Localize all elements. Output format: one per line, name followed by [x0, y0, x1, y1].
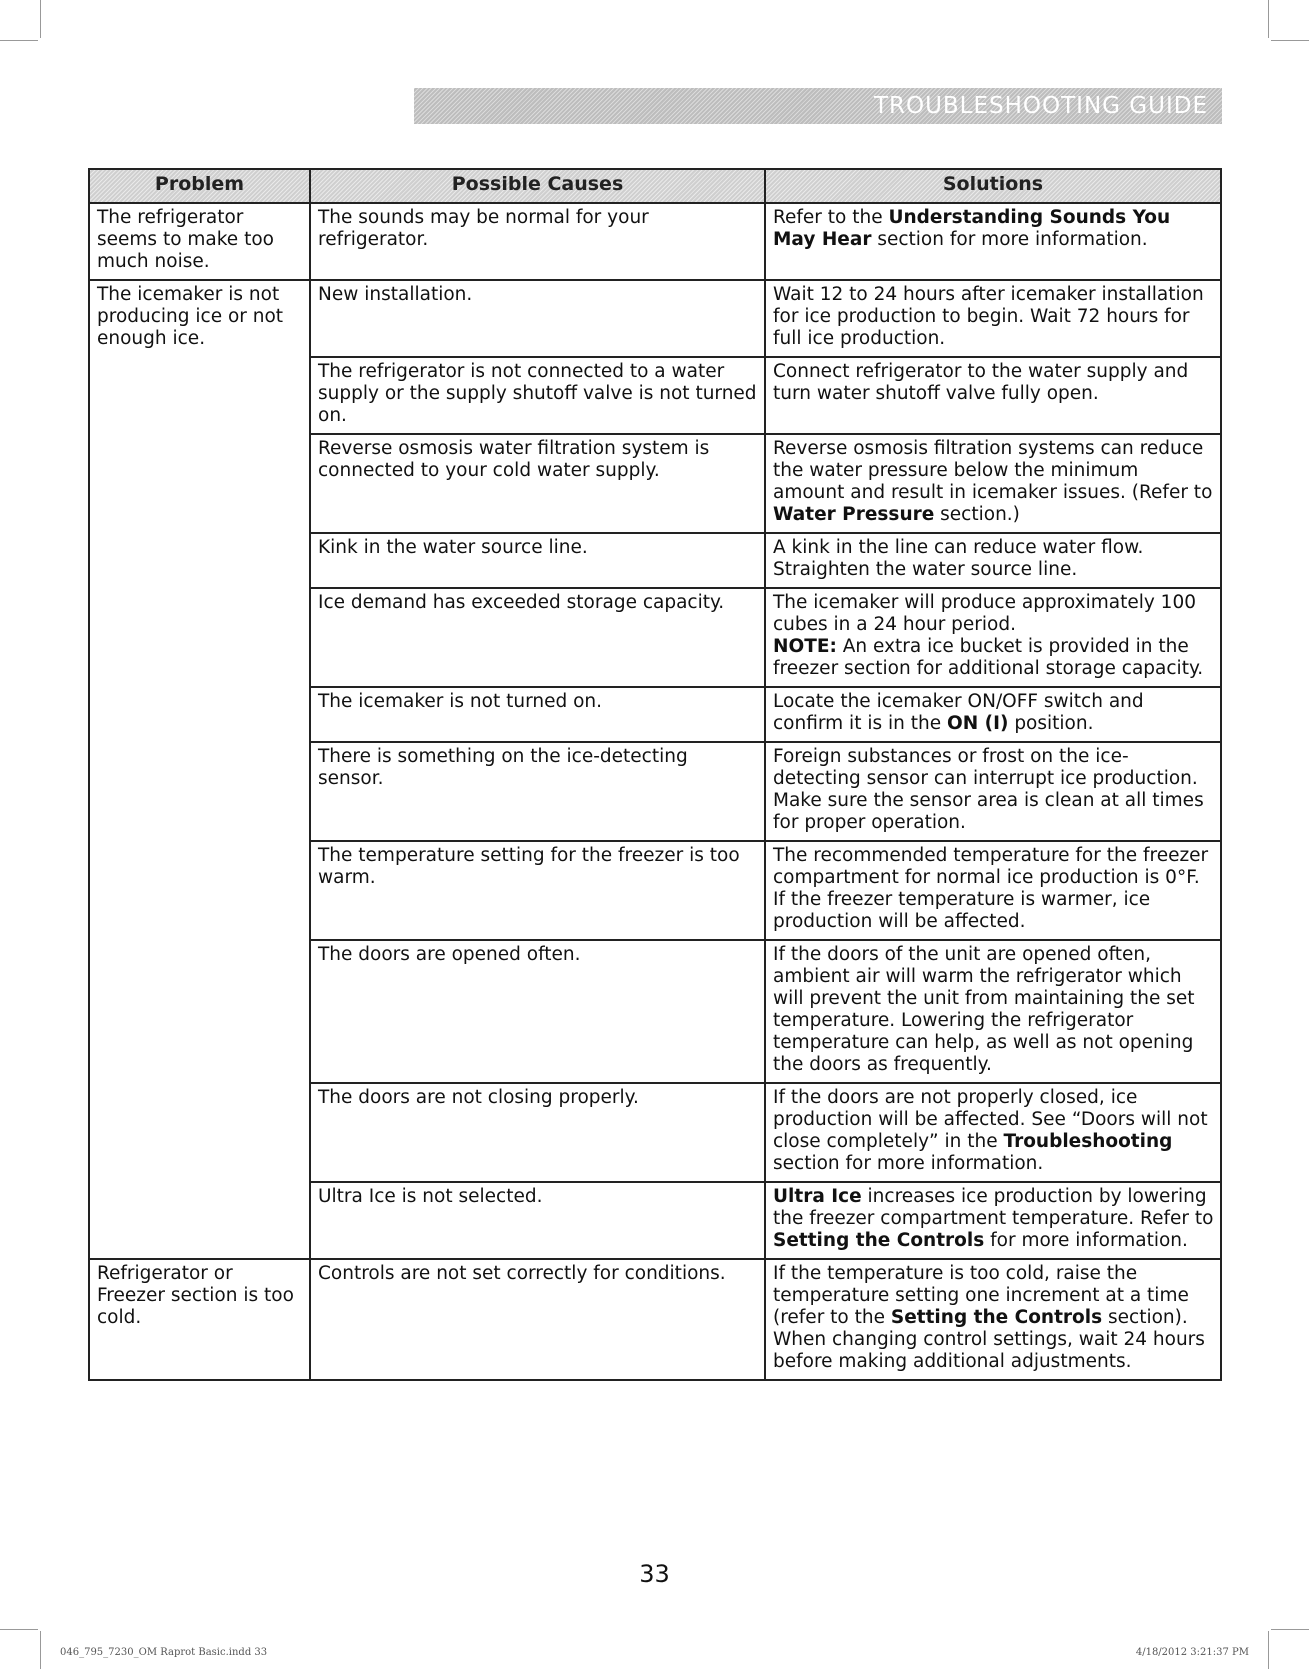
cause-cell: The icemaker is not turned on.: [310, 687, 765, 742]
problem-cell: The refrigerator seems to make too much noise.: [89, 203, 310, 280]
table-header-row: [89, 169, 1221, 203]
cause-cell: Ice demand has exceeded storage capacity.: [310, 588, 765, 687]
cause-cell: The temperature setting for the freezer is too warm.: [310, 841, 765, 940]
solution-cell: A kink in the line can reduce water flow. Straighten the water source line.: [765, 533, 1221, 588]
crop-mark: [1271, 1629, 1309, 1630]
solution-cell: Locate the icemaker ON/OFF switch and confirm it is in the ON (I) position.: [765, 687, 1221, 742]
crop-mark: [0, 1629, 38, 1630]
table-row: [89, 1259, 1221, 1380]
troubleshooting-table: [88, 168, 1222, 1381]
cause-cell: Ultra Ice is not selected.: [310, 1182, 765, 1259]
crop-mark: [0, 40, 38, 41]
table-row: [89, 280, 1221, 357]
solution-cell: The recommended temperature for the freezer compartment for normal ice production is 0°F. If the freezer temperature is warmer, ice production will be affected.: [765, 841, 1221, 940]
note-label: NOTE:: [773, 636, 837, 657]
problem-cell: The icemaker is not producing ice or not enough ice.: [89, 280, 310, 1259]
crop-mark: [1268, 0, 1269, 38]
solution-cell: Wait 12 to 24 hours after icemaker installation for ice production to begin. Wait 72 hours for full ice production.: [765, 280, 1221, 357]
cause-cell: New installation.: [310, 280, 765, 357]
solution-cell: If the temperature is too cold, raise the temperature setting one increment at a time (refer to the Setting the Controls section). When changing control settings, wait 24 hours before making additional adjustments.: [765, 1259, 1221, 1380]
solution-cell: The icemaker will produce approximately 100 cubes in a 24 hour period. NOTE: An extra ice bucket is provided in the freezer section for additional storage capacity.: [765, 588, 1221, 687]
crop-mark: [1268, 1631, 1269, 1669]
column-header-solutions: Solutions: [765, 169, 1221, 203]
cause-cell: Kink in the water source line.: [310, 533, 765, 588]
solution-cell: If the doors are not properly closed, ice production will be affected. See “Doors will not close completely” in the Troubleshooting section for more information.: [765, 1083, 1221, 1182]
section-title: TROUBLESHOOTING GUIDE: [873, 93, 1208, 119]
footer-file-info: 046_795_7230_OM Raprot Basic.indd 33: [60, 1647, 268, 1658]
crop-mark: [40, 1631, 41, 1669]
cause-cell: The sounds may be normal for your refrigerator.: [310, 203, 765, 280]
solution-cell: If the doors of the unit are opened often, ambient air will warm the refrigerator which will prevent the unit from maintaining the set temperature. Lowering the refrigerator temperature can help, as well as not opening the doors as frequently.: [765, 940, 1221, 1083]
page-number: 33: [639, 1560, 670, 1588]
cause-cell: The doors are not closing properly.: [310, 1083, 765, 1182]
solution-cell: Refer to the Understanding Sounds You May Hear section for more information.: [765, 203, 1221, 280]
cause-cell: Reverse osmosis water filtration system is connected to your cold water supply.: [310, 434, 765, 533]
table-row: [89, 203, 1221, 280]
solution-cell: Ultra Ice increases ice production by lowering the freezer compartment temperature. Refer to Setting the Controls for more information.: [765, 1182, 1221, 1259]
problem-cell: Refrigerator or Freezer section is too cold.: [89, 1259, 310, 1380]
section-banner: [414, 88, 1222, 124]
footer-timestamp: 4/18/2012 3:21:37 PM: [1135, 1647, 1249, 1658]
crop-mark: [40, 0, 41, 38]
cause-cell: The doors are opened often.: [310, 940, 765, 1083]
solution-cell: Connect refrigerator to the water supply and turn water shutoff valve fully open.: [765, 357, 1221, 434]
cause-cell: The refrigerator is not connected to a water supply or the supply shutoff valve is not turned on.: [310, 357, 765, 434]
cause-cell: There is something on the ice-detecting sensor.: [310, 742, 765, 841]
crop-mark: [1271, 40, 1309, 41]
solution-cell: Foreign substances or frost on the ice-detecting sensor can interrupt ice production. Make sure the sensor area is clean at all times for proper operation.: [765, 742, 1221, 841]
solution-cell: Reverse osmosis filtration systems can reduce the water pressure below the minimum amount and result in icemaker issues. (Refer to Water Pressure section.): [765, 434, 1221, 533]
column-header-problem: Problem: [89, 169, 310, 203]
cause-cell: Controls are not set correctly for conditions.: [310, 1259, 765, 1380]
column-header-causes: Possible Causes: [310, 169, 765, 203]
